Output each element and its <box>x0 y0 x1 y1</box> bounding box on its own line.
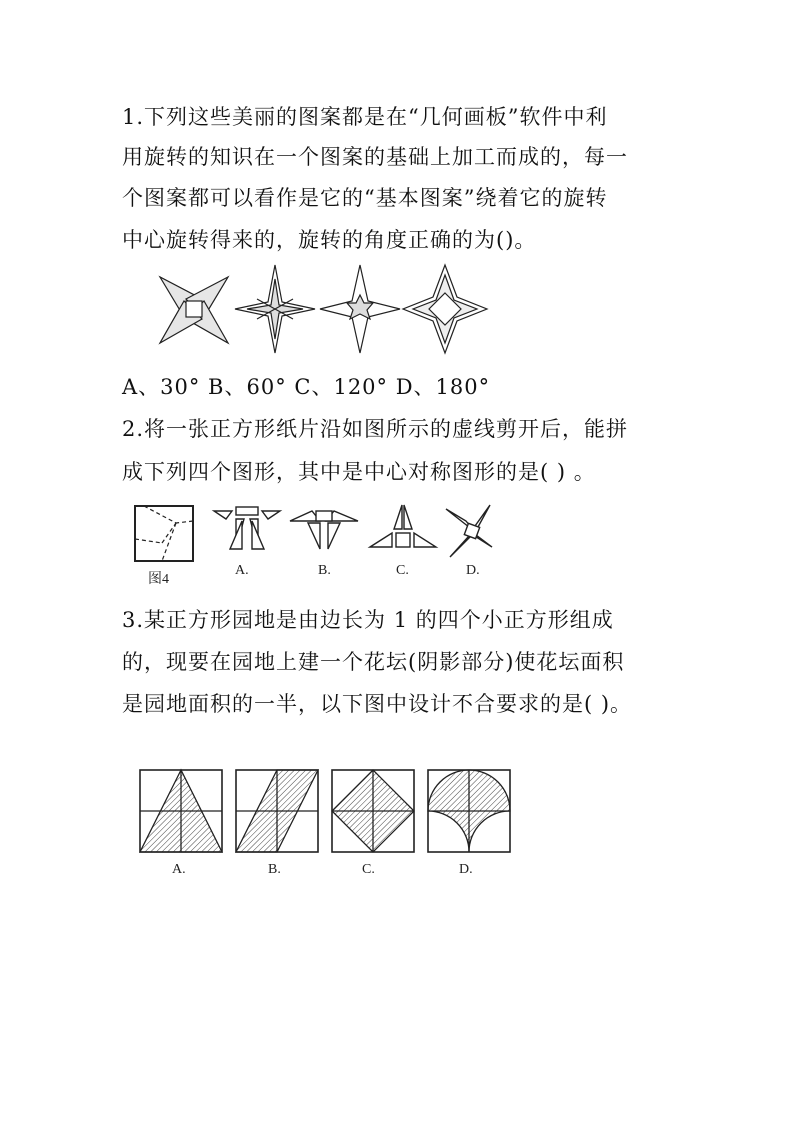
square-with-dashed-cuts <box>135 506 193 561</box>
q3-design-b <box>236 770 318 852</box>
q1-text-line-1: 1.下列这些美丽的图案都是在“几何画板”软件中利 <box>122 105 608 129</box>
q3-text-line-3: 是园地面积的一半，以下图中设计不合要求的是( )。 <box>122 692 633 716</box>
q2-text-line-2: 成下列四个图形，其中是中心对称图形的是( ) 。 <box>122 460 596 484</box>
four-point-star-pattern-1 <box>235 265 315 353</box>
q3-text-line-1: 3.某正方形园地是由边长为 1 的四个小正方形组成 <box>122 608 614 632</box>
q2-label-b: B. <box>318 563 331 578</box>
q3-design-d <box>428 770 510 852</box>
q2-shape-c <box>370 505 436 547</box>
four-point-star-pattern-3 <box>403 265 487 353</box>
q2-shape-d <box>446 505 492 557</box>
q2-label-d: D. <box>466 563 480 578</box>
q1-text-line-2: 用旋转的知识在一个图案的基础上加工而成的，每一 <box>122 145 628 169</box>
q2-figure-caption: 图4 <box>148 572 169 587</box>
q3-design-c <box>332 770 414 852</box>
q3-label-c: C. <box>362 862 375 877</box>
q3-garden-designs-figure <box>138 768 518 858</box>
q1-star-patterns-figure <box>150 262 490 357</box>
q2-label-a: A. <box>235 563 249 578</box>
q3-text-line-2: 的，现要在园地上建一个花坛(阴影部分)使花坛面积 <box>122 650 625 674</box>
q3-label-a: A. <box>172 862 186 877</box>
q1-text-line-3: 个图案都可以看作是它的“基本图案”绕着它的旋转 <box>122 186 608 210</box>
q3-label-d: D. <box>459 862 473 877</box>
q1-text-line-4: 中心旋转得来的，旋转的角度正确的为()。 <box>122 228 537 252</box>
q3-label-b: B. <box>268 862 281 877</box>
q2-shape-b <box>290 511 358 549</box>
four-point-star-pattern-2 <box>320 265 400 353</box>
pinwheel-star-pattern <box>160 277 228 343</box>
q3-design-a <box>140 770 222 852</box>
q2-text-line-1: 2.将一张正方形纸片沿如图所示的虚线剪开后，能拼 <box>122 417 629 441</box>
q2-cut-square-figure <box>132 503 492 565</box>
q2-label-c: C. <box>396 563 409 578</box>
q1-answer-options: A、30° B、60° C、120° D、180° <box>122 375 491 399</box>
q2-shape-a <box>214 507 280 549</box>
